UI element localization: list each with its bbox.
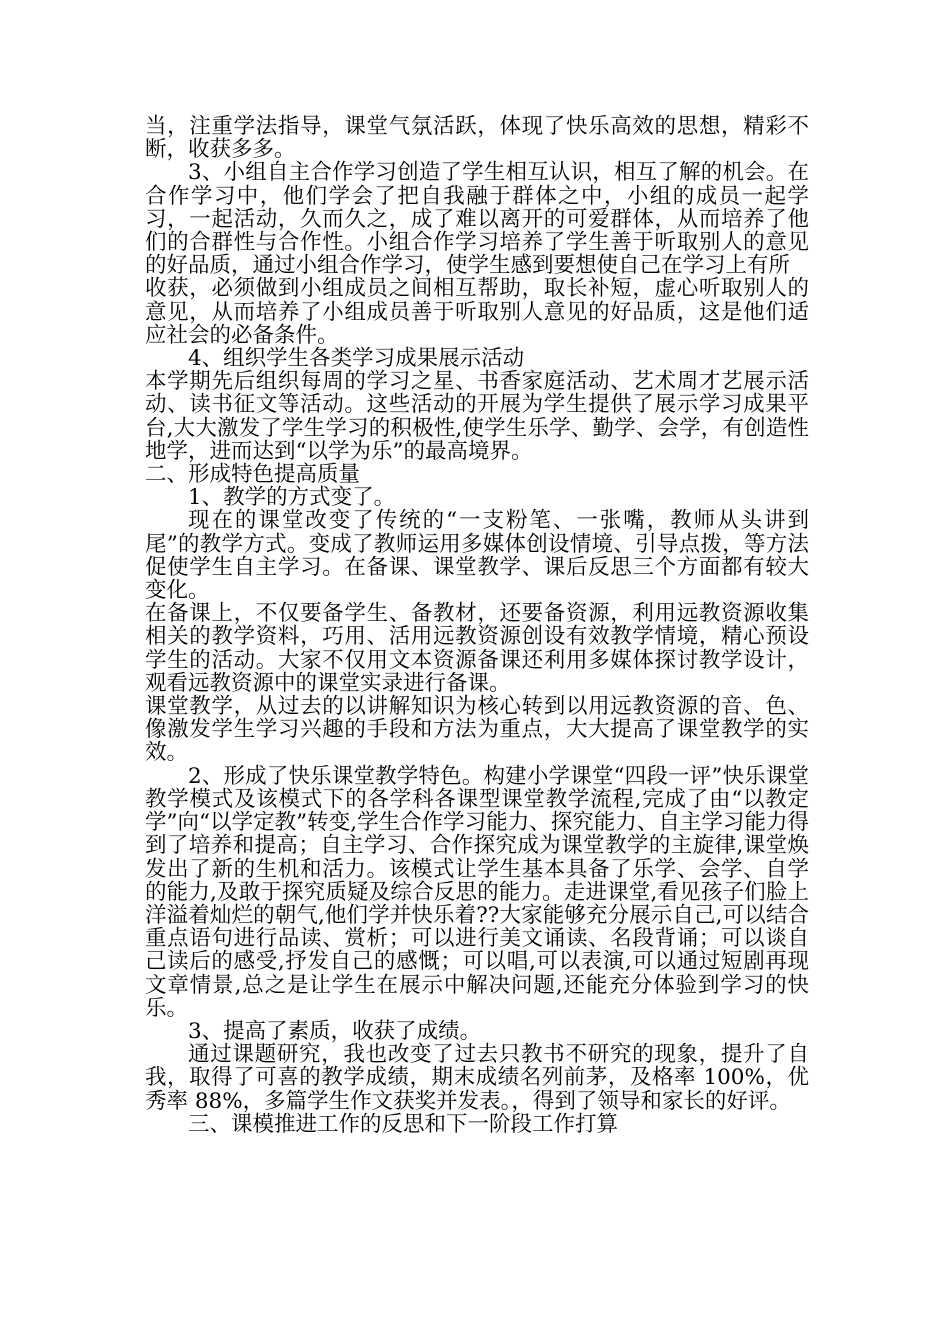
paragraph-3: 收获，必须做到小组成员之间相互帮助，取长补短，虚心听取别人的意见，从而培养了小组成员善于听取别人意见的好品质，这是他们适应社会的必备条件。: [145, 276, 809, 348]
paragraph-8: 现在的课堂改变了传统的“一支粉笔、一张嘴，教师从头讲到尾”的教学方式。变成了教师运用多媒体创设情境、引导点拨，等方法促使学生自主学习。在备课、课堂教学、课后反思三个方面都有较大变化。: [145, 508, 809, 604]
paragraph-10: 课堂教学，从过去的以讲解知识为核心转到以用远教资源的音、色、像激发学生学习兴趣的手段和方法为重点，大大提高了课堂教学的实效。: [145, 694, 809, 766]
paragraph-13: 通过课题研究，我也改变了过去只教书不研究的现象，提升了自我，取得了可喜的教学成绩，期末成绩名列前茅，及格率 100%，优秀率 88%，多篇学生作文获奖并发表。，得到了领导和家长的好评。: [145, 1042, 809, 1114]
section-heading-2: 二、形成特色提高质量: [145, 462, 361, 488]
paragraph-12-heading: 3、提高了素质，收获了成绩。: [188, 1018, 482, 1044]
paragraph-2: 3、小组自主合作学习创造了学生相互认识，相互了解的机会。在合作学习中，他们学会了把自我融于群体之中，小组的成员一起学习，一起活动，久而久之，成了难以离开的可爱群体，从而培养了他们的合群性与合作性。小组合作学习培养了学生善于听取别人的意见的好品质，通过小组合作学习，使学生感到要想使自己在学习上有所: [145, 160, 809, 279]
document-page: [145, 115, 809, 1136]
paragraph-1: 当，注重学法指导，课堂气氛活跃，体现了快乐高效的思想，精彩不断，收获多多。: [145, 114, 809, 163]
paragraph-7-heading: 1、教学的方式变了。: [188, 485, 396, 511]
paragraph-4-heading: 4、组织学生各类学习成果展示活动: [188, 346, 525, 372]
paragraph-5: 本学期先后组织每周的学习之星、书香家庭活动、艺术周才艺展示活动、读书征文等活动。这些活动的开展为学生提供了展示学习成果平台,大大激发了学生学习的积极性,使学生乐学、勤学、会学，有创造性地学，进而达到“以学为乐”的最高境界。: [145, 369, 809, 464]
paragraph-9: 在备课上，不仅要备学生、备教材，还要备资源，利用远教资源收集相关的教学资料，巧用、活用远教资源创设有效教学情境，精心预设学生的活动。大家不仅用文本资源备课还利用多媒体探讨教学设计，观看远教资源中的课堂实录进行备课。: [145, 601, 809, 696]
section-heading-3: 三、课模推进工作的反思和下一阶段工作打算: [188, 1111, 619, 1137]
paragraph-11: 2、形成了快乐课堂教学特色。构建小学课堂“四段一评”快乐课堂教学模式及该模式下的各学科各课型课堂教学流程,完成了由“以教定学”向“以学定教”转变,学生合作学习能力、探究能力、自主学习能力得到了培养和提高；自主学习、合作探究成为课堂教学的主旋律,课堂焕发出了新的生机和活力。该模式让学生基本具备了乐学、会学、自学的能力,及敢于探究质疑及综合反思的能力。走进课堂,看见孩子们脸上洋溢着灿烂的朝气,他们学并快乐着??大家能够充分展示自己,可以结合重点语句进行品读、赏析；可以进行美文诵读、名段背诵；可以谈自己读后的感受,抒发自己的感慨；可以唱,可以表演,可以通过短剧再现文章情景,总之是让学生在展示中解决问题,还能充分体验到学习的快乐。: [145, 763, 809, 1021]
